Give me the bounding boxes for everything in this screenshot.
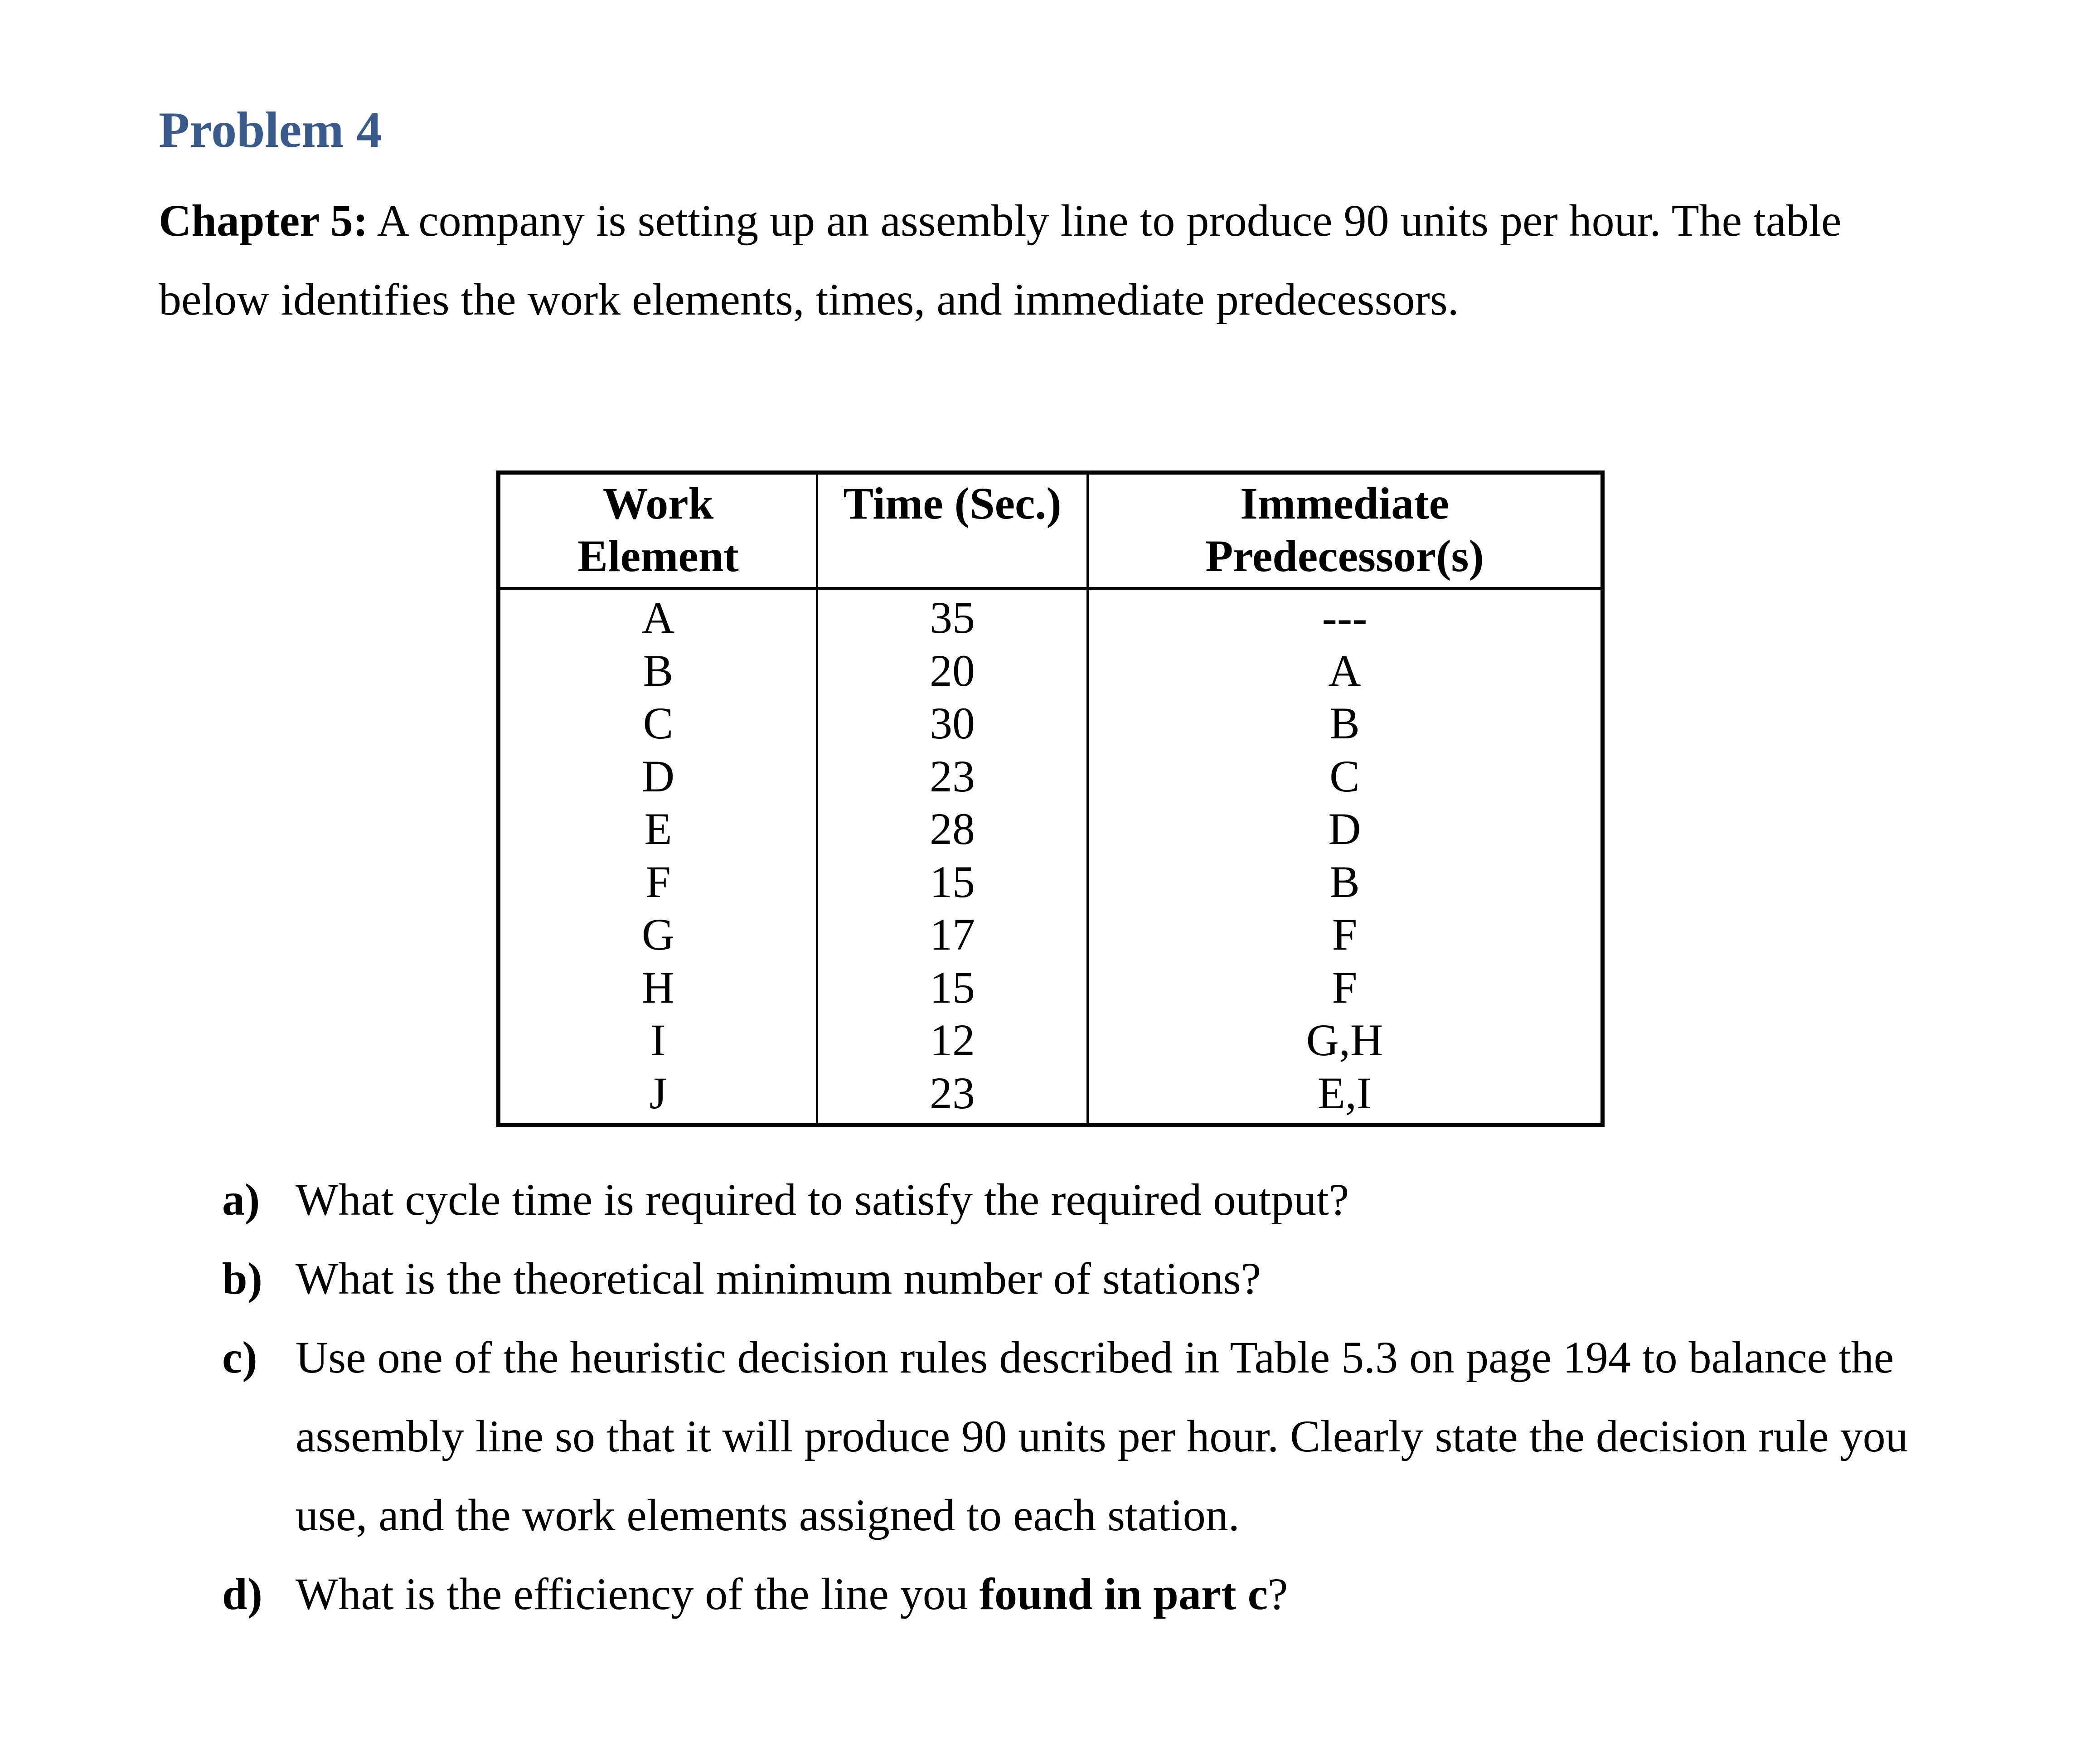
cell-predecessor: B <box>1088 856 1603 909</box>
table-row <box>499 856 1603 909</box>
problem-statement <box>159 181 1926 339</box>
cell-time: 17 <box>817 908 1088 961</box>
cell-element: C <box>643 698 674 748</box>
cell-predecessor: F <box>1088 908 1603 961</box>
cell-time: 15 <box>817 961 1088 1014</box>
cell-time: 30 <box>817 697 1088 750</box>
table-row <box>499 1067 1603 1125</box>
question-b-text: What is the theoretical minimum number of stations? <box>296 1253 1261 1304</box>
question-b <box>222 1239 1990 1318</box>
problem-title: Problem 4 <box>159 102 382 158</box>
cell-predecessor: E,I <box>1088 1067 1603 1125</box>
cell-time: 28 <box>817 803 1088 856</box>
cell-element: J <box>649 1067 667 1118</box>
question-a <box>222 1160 1990 1239</box>
cell-predecessor: --- <box>1088 588 1603 645</box>
header-pred-line2: Predecessor(s) <box>1205 531 1484 581</box>
question-d-text-bold: found in part c <box>979 1569 1268 1619</box>
cell-element: H <box>641 962 675 1013</box>
cell-element: B <box>643 645 674 696</box>
cell-element: E <box>644 804 672 854</box>
header-work-element <box>499 473 817 589</box>
cell-time: 20 <box>817 645 1088 698</box>
cell-time: 23 <box>817 1067 1088 1125</box>
cell-predecessor: D <box>1088 803 1603 856</box>
table-header-row <box>499 473 1603 589</box>
table-row <box>499 803 1603 856</box>
table-row <box>499 588 1603 645</box>
work-element-table <box>496 470 1605 1127</box>
question-b-label: b) <box>222 1253 262 1304</box>
table-row <box>499 697 1603 750</box>
header-work-line1: Work <box>602 478 714 529</box>
question-d-label: d) <box>222 1569 262 1619</box>
cell-element: I <box>650 1015 666 1065</box>
cell-time: 35 <box>817 588 1088 645</box>
statement-text: A company is setting up an assembly line to produce 90 units per hour. The table below identifies the work elements, times, and immediate predecessors. <box>159 195 1842 325</box>
table-row <box>499 1014 1603 1067</box>
cell-element: G <box>641 909 675 960</box>
table-row <box>499 645 1603 698</box>
cell-predecessor: C <box>1088 750 1603 803</box>
cell-element: D <box>641 751 675 801</box>
cell-element: A <box>641 592 675 643</box>
question-d-text-before: What is the efficiency of the line you <box>296 1569 980 1619</box>
header-predecessors <box>1088 473 1603 589</box>
work-element-table-container <box>496 470 1605 1127</box>
question-d-text-after: ? <box>1267 1569 1288 1619</box>
header-work-line2: Element <box>577 531 739 581</box>
cell-time: 12 <box>817 1014 1088 1067</box>
cell-predecessor: G,H <box>1088 1014 1603 1067</box>
question-c-text: Use one of the heuristic decision rules described in Table 5.3 on page 194 to balance the assembly line so that it will produce 90 units per hour. Clearly state the decision rule you use, and the work elements assigned to each station. <box>296 1332 1908 1540</box>
question-a-label: a) <box>222 1174 260 1225</box>
cell-predecessor: F <box>1088 961 1603 1014</box>
header-time <box>817 473 1088 589</box>
table-row <box>499 908 1603 961</box>
cell-time: 23 <box>817 750 1088 803</box>
question-c-label: c) <box>222 1332 257 1382</box>
question-list <box>222 1160 1990 1634</box>
header-pred-line1: Immediate <box>1240 478 1449 529</box>
cell-predecessor: B <box>1088 697 1603 750</box>
table-row <box>499 961 1603 1014</box>
cell-element: F <box>645 856 671 907</box>
table-row <box>499 750 1603 803</box>
cell-time: 15 <box>817 856 1088 909</box>
question-a-text: What cycle time is required to satisfy the required output? <box>296 1174 1349 1225</box>
chapter-label: Chapter 5: <box>159 195 369 246</box>
question-d <box>222 1555 1990 1634</box>
header-time-label: Time (Sec.) <box>843 478 1062 529</box>
cell-predecessor: A <box>1088 645 1603 698</box>
question-c <box>222 1318 1990 1555</box>
